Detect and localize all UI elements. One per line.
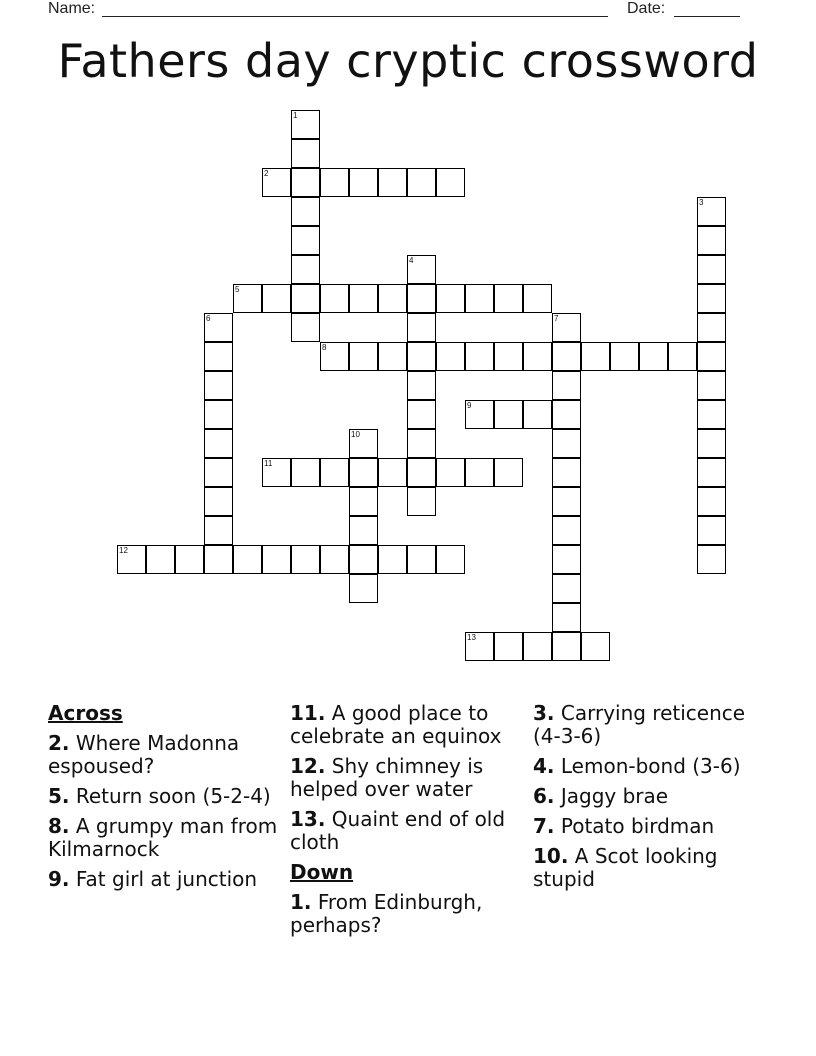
grid-cell[interactable] bbox=[465, 400, 494, 429]
clue-across-5: 5. Return soon (5-2-4) bbox=[48, 784, 271, 808]
grid-cell[interactable] bbox=[204, 516, 233, 545]
clue-across-2: 2. Where Madonna espoused? bbox=[48, 731, 240, 778]
grid-cell[interactable] bbox=[494, 458, 523, 487]
grid-cell[interactable] bbox=[291, 255, 320, 284]
clue-number: 1 bbox=[293, 111, 298, 120]
grid-cell[interactable] bbox=[204, 342, 233, 371]
across-heading: Across bbox=[48, 701, 123, 725]
grid-cell[interactable] bbox=[146, 545, 175, 574]
grid-cell[interactable] bbox=[291, 226, 320, 255]
grid-cell[interactable] bbox=[494, 632, 523, 661]
grid-cell[interactable] bbox=[233, 545, 262, 574]
grid-cell[interactable] bbox=[552, 458, 581, 487]
grid-cell[interactable] bbox=[581, 632, 610, 661]
grid-cell[interactable] bbox=[291, 545, 320, 574]
grid-cell[interactable] bbox=[407, 284, 436, 313]
grid-cell[interactable] bbox=[320, 458, 349, 487]
clue-down-4: 4. Lemon-bond (3-6) bbox=[533, 754, 741, 778]
clue-down-3: 3. Carrying reticence (4-3-6) bbox=[533, 701, 746, 748]
grid-cell[interactable] bbox=[204, 400, 233, 429]
grid-cell[interactable] bbox=[349, 284, 378, 313]
grid-cell[interactable] bbox=[378, 545, 407, 574]
grid-cell[interactable] bbox=[465, 284, 494, 313]
grid-cell[interactable] bbox=[697, 516, 726, 545]
clues-column-1 bbox=[48, 702, 278, 898]
clue-across-13: 13. Quaint end of old cloth bbox=[290, 807, 506, 854]
grid-cell[interactable] bbox=[552, 371, 581, 400]
grid-cell[interactable] bbox=[697, 487, 726, 516]
grid-cell[interactable] bbox=[407, 342, 436, 371]
clue-number: 7 bbox=[554, 314, 559, 323]
grid-cell[interactable] bbox=[204, 458, 233, 487]
grid-cell[interactable] bbox=[204, 545, 233, 574]
clue-number: 8 bbox=[322, 343, 327, 352]
grid-cell[interactable] bbox=[465, 342, 494, 371]
clue-number: 2 bbox=[264, 169, 269, 178]
date-label: Date: bbox=[627, 0, 666, 17]
grid-cell[interactable] bbox=[697, 313, 726, 342]
grid-cell[interactable] bbox=[697, 342, 726, 371]
grid-cell[interactable] bbox=[349, 487, 378, 516]
grid-cell[interactable] bbox=[494, 342, 523, 371]
grid-cell[interactable] bbox=[581, 342, 610, 371]
grid-cell[interactable] bbox=[494, 284, 523, 313]
clue-number: 11 bbox=[264, 459, 273, 468]
grid-cell[interactable] bbox=[175, 545, 204, 574]
grid-cell[interactable] bbox=[262, 545, 291, 574]
grid-cell[interactable] bbox=[523, 632, 552, 661]
grid-cell[interactable] bbox=[436, 458, 465, 487]
clues-column-2 bbox=[290, 702, 526, 944]
grid-cell[interactable] bbox=[320, 342, 349, 371]
grid-cell[interactable] bbox=[291, 168, 320, 197]
clue-number: 5 bbox=[235, 285, 240, 294]
clue-across-11: 11. A good place to celebrate an equinox bbox=[290, 701, 502, 748]
grid-cell[interactable] bbox=[262, 168, 291, 197]
grid-cell[interactable] bbox=[697, 429, 726, 458]
grid-cell[interactable] bbox=[552, 313, 581, 342]
clue-number: 12 bbox=[119, 546, 128, 555]
grid-cell[interactable] bbox=[349, 168, 378, 197]
down-heading: Down bbox=[290, 860, 354, 884]
grid-cell[interactable] bbox=[697, 545, 726, 574]
grid-cell[interactable] bbox=[523, 400, 552, 429]
clue-down-6: 6. Jaggy brae bbox=[533, 784, 669, 808]
grid-cell[interactable] bbox=[465, 632, 494, 661]
grid-cell[interactable] bbox=[349, 574, 378, 603]
clue-number: 3 bbox=[699, 198, 704, 207]
grid-cell[interactable] bbox=[204, 313, 233, 342]
grid-cell[interactable] bbox=[494, 400, 523, 429]
grid-cell[interactable] bbox=[349, 429, 378, 458]
grid-cell[interactable] bbox=[291, 110, 320, 139]
grid-cell[interactable] bbox=[349, 545, 378, 574]
grid-cell[interactable] bbox=[552, 603, 581, 632]
clue-number: 10 bbox=[351, 430, 360, 439]
grid-cell[interactable] bbox=[610, 342, 639, 371]
grid-cell[interactable] bbox=[697, 255, 726, 284]
grid-cell[interactable] bbox=[523, 284, 552, 313]
clue-number: 4 bbox=[409, 256, 414, 265]
grid-cell[interactable] bbox=[407, 458, 436, 487]
grid-cell[interactable] bbox=[407, 400, 436, 429]
grid-cell[interactable] bbox=[436, 342, 465, 371]
grid-cell[interactable] bbox=[291, 197, 320, 226]
grid-cell[interactable] bbox=[349, 342, 378, 371]
grid-cell[interactable] bbox=[378, 168, 407, 197]
clue-across-9: 9. Fat girl at junction bbox=[48, 867, 258, 891]
clues-column-3 bbox=[533, 702, 768, 898]
clue-down-10: 10. A Scot looking stupid bbox=[533, 844, 718, 891]
grid-cell[interactable] bbox=[407, 255, 436, 284]
grid-cell[interactable] bbox=[552, 487, 581, 516]
grid-cell[interactable] bbox=[697, 400, 726, 429]
grid-cell[interactable] bbox=[697, 226, 726, 255]
grid-cell[interactable] bbox=[668, 342, 697, 371]
clue-across-12: 12. Shy chimney is helped over water bbox=[290, 754, 484, 801]
grid-cell[interactable] bbox=[465, 458, 494, 487]
name-label: Name: bbox=[48, 0, 96, 17]
grid-cell[interactable] bbox=[697, 197, 726, 226]
grid-cell[interactable] bbox=[523, 342, 552, 371]
grid-cell[interactable] bbox=[291, 139, 320, 168]
grid-cell[interactable] bbox=[291, 313, 320, 342]
grid-cell[interactable] bbox=[320, 168, 349, 197]
grid-cell[interactable] bbox=[552, 342, 581, 371]
grid-cell[interactable] bbox=[407, 371, 436, 400]
grid-cell[interactable] bbox=[262, 458, 291, 487]
grid-cell[interactable] bbox=[407, 487, 436, 516]
clue-number: 9 bbox=[467, 401, 472, 410]
grid-cell[interactable] bbox=[697, 284, 726, 313]
grid-cell[interactable] bbox=[639, 342, 668, 371]
grid-cell[interactable] bbox=[407, 313, 436, 342]
page-title: Fathers day cryptic crossword bbox=[57, 34, 759, 88]
grid-cell[interactable] bbox=[407, 429, 436, 458]
grid-cell[interactable] bbox=[204, 371, 233, 400]
clue-across-8: 8. A grumpy man from Kilmarnock bbox=[48, 814, 278, 861]
grid-cell[interactable] bbox=[291, 284, 320, 313]
grid-cell[interactable] bbox=[378, 342, 407, 371]
grid-cell[interactable] bbox=[349, 516, 378, 545]
clue-down-1: 1. From Edinburgh, perhaps? bbox=[290, 890, 483, 937]
grid-cell[interactable] bbox=[117, 545, 146, 574]
grid-cell[interactable] bbox=[378, 458, 407, 487]
grid-cell[interactable] bbox=[552, 429, 581, 458]
grid-cell[interactable] bbox=[320, 545, 349, 574]
clue-number: 13 bbox=[467, 633, 476, 642]
grid-cell[interactable] bbox=[436, 168, 465, 197]
grid-cell[interactable] bbox=[697, 371, 726, 400]
clue-number: 6 bbox=[206, 314, 211, 323]
grid-cell[interactable] bbox=[552, 574, 581, 603]
grid-cell[interactable] bbox=[204, 487, 233, 516]
grid-cell[interactable] bbox=[552, 632, 581, 661]
grid-cell[interactable] bbox=[552, 400, 581, 429]
grid-cell[interactable] bbox=[262, 284, 291, 313]
grid-cell[interactable] bbox=[436, 284, 465, 313]
grid-cell[interactable] bbox=[697, 458, 726, 487]
grid-cell[interactable] bbox=[407, 545, 436, 574]
grid-cell[interactable] bbox=[436, 545, 465, 574]
grid-cell[interactable] bbox=[349, 458, 378, 487]
grid-cell[interactable] bbox=[552, 545, 581, 574]
grid-cell[interactable] bbox=[378, 284, 407, 313]
grid-cell[interactable] bbox=[204, 429, 233, 458]
grid-cell[interactable] bbox=[407, 168, 436, 197]
grid-cell[interactable] bbox=[233, 284, 262, 313]
clue-down-7: 7. Potato birdman bbox=[533, 814, 715, 838]
grid-cell[interactable] bbox=[552, 516, 581, 545]
grid-cell[interactable] bbox=[291, 458, 320, 487]
grid-cell[interactable] bbox=[320, 284, 349, 313]
